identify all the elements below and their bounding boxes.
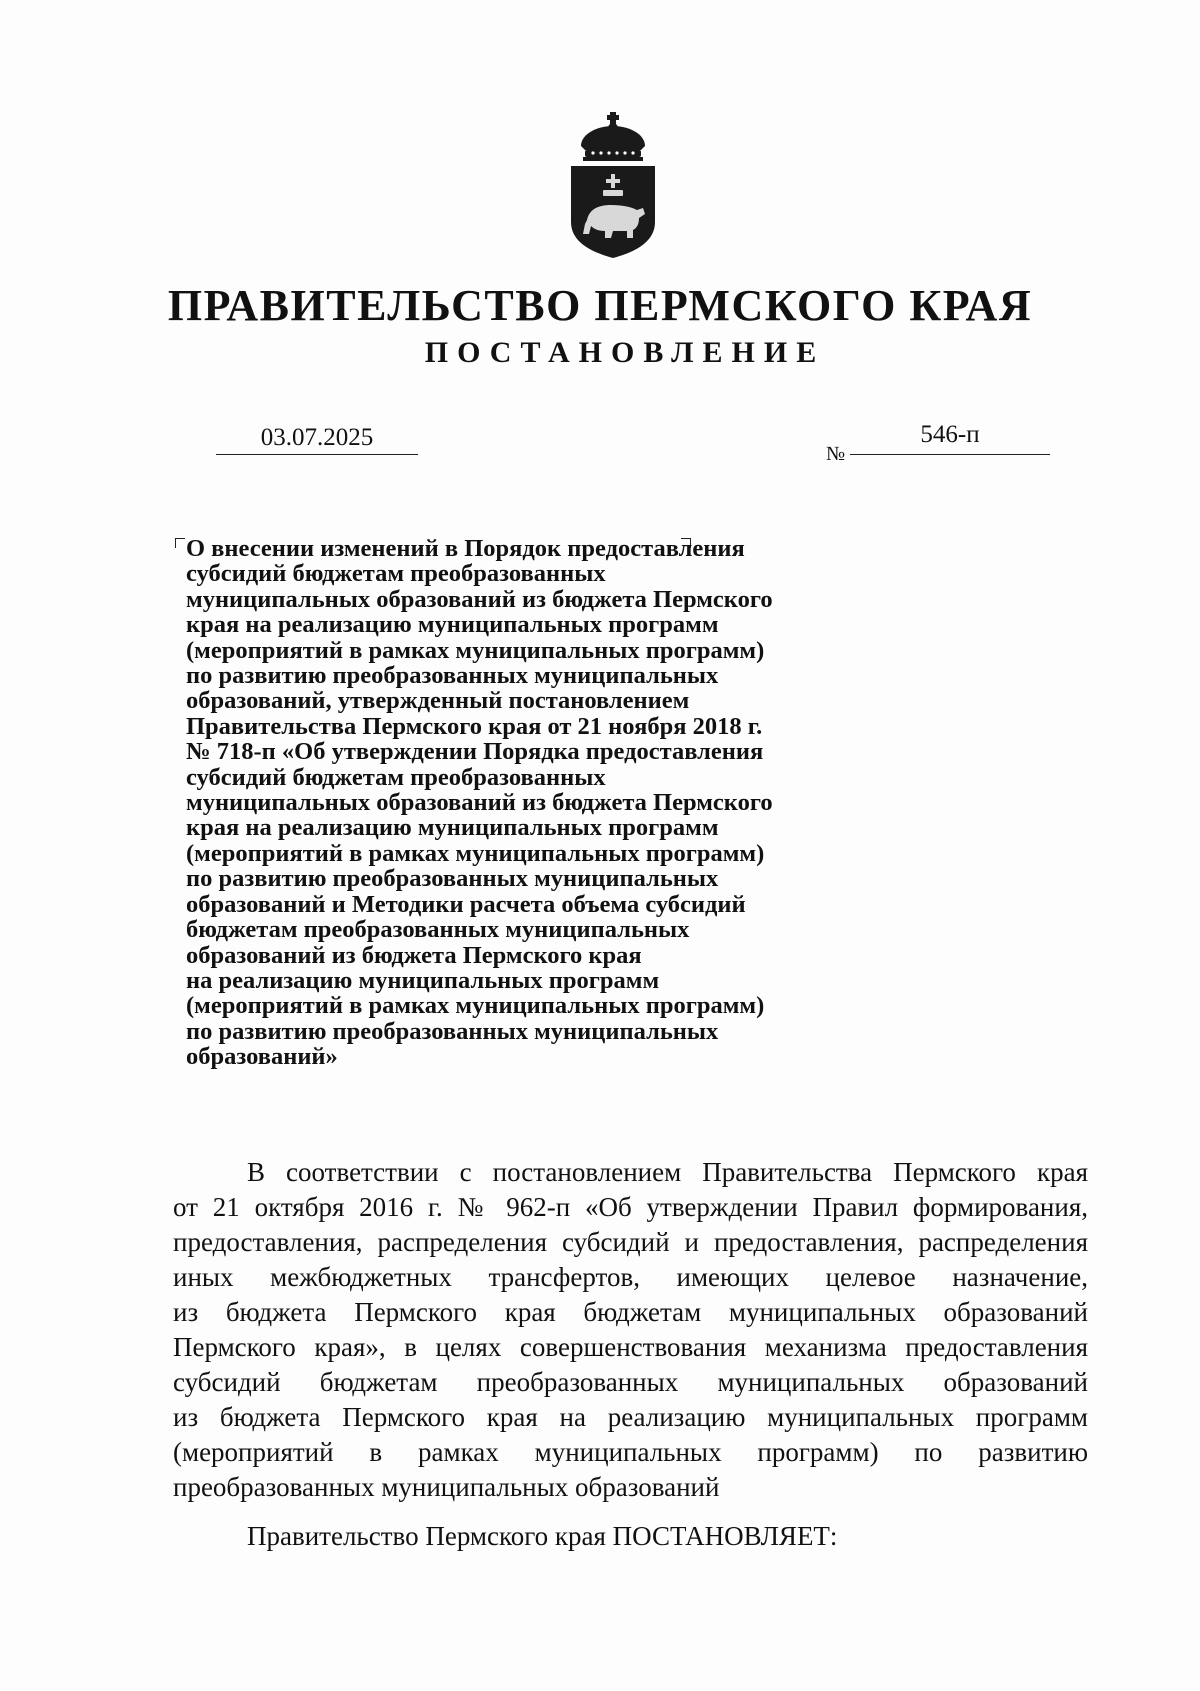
subject-line: (мероприятий в рамках муниципальных программ) xyxy=(186,636,765,664)
subject-line: по развитию преобразованных муниципальных xyxy=(186,662,719,690)
number-label: № xyxy=(826,443,846,465)
subject-line: бюджетам преобразованных муниципальных xyxy=(186,916,690,944)
subject-line: О внесении изменений в Порядок предоставления xyxy=(186,535,745,562)
document-number: 546-п xyxy=(850,421,1050,455)
paragraph-line: В соответствии с постановлением Правительства Пермского края xyxy=(247,1157,1088,1187)
paragraph-line: предоставления, распределения субсидий и предоставления, распределения xyxy=(173,1227,1088,1257)
document-subject xyxy=(186,536,886,1070)
subject-line: № 718-п «Об утверждении Порядка предоставления xyxy=(186,738,764,766)
subject-line: по развитию преобразованных муниципальных xyxy=(186,865,719,893)
subject-line: по развитию преобразованных муниципальных xyxy=(186,1017,719,1045)
subject-line: Правительства Пермского края от 21 ноября 2018 г. xyxy=(186,712,763,740)
organization-title: ПРАВИТЕЛЬСТВО ПЕРМСКОГО КРАЯ xyxy=(167,281,1033,330)
subject-line: образований, утвержденный постановлением xyxy=(186,687,690,715)
document-date: 03.07.2025 xyxy=(216,424,418,455)
paragraph-line: Пермского края», в целях совершенствования механизма предоставления xyxy=(173,1332,1088,1362)
paragraph-line: из бюджета Пермского края на реализацию муниципальных программ xyxy=(173,1402,1088,1432)
subject-line: образований из бюджета Пермского края xyxy=(186,941,642,969)
subject-line: (мероприятий в рамках муниципальных программ) xyxy=(186,992,765,1020)
document-type-title: ПОСТАНОВЛЕНИЕ xyxy=(424,336,826,369)
paragraph-line: субсидий бюджетам преобразованных муниципальных образований xyxy=(173,1367,1088,1397)
paragraph-line: иных межбюджетных трансфертов, имеющих целевое назначение, xyxy=(173,1262,1088,1292)
subject-line: (мероприятий в рамках муниципальных программ) xyxy=(186,839,765,867)
subject-line: края на реализацию муниципальных программ xyxy=(186,611,719,639)
subject-line: субсидий бюджетам преобразованных xyxy=(186,560,606,588)
subject-line: муниципальных образований из бюджета Пермского xyxy=(186,789,773,817)
paragraph-line: преобразованных муниципальных образований xyxy=(173,1472,720,1502)
subject-line: муниципальных образований из бюджета Пермского xyxy=(186,585,773,613)
crown-icon xyxy=(581,112,645,161)
subject-line: образований и Методики расчета объема субсидий xyxy=(186,890,746,918)
preamble-paragraph xyxy=(173,1155,1088,1505)
paragraph-line: (мероприятий в рамках муниципальных программ) по развитию xyxy=(173,1437,1088,1467)
subject-line: субсидий бюджетам преобразованных xyxy=(186,763,606,791)
paragraph-line: из бюджета Пермского края бюджетам муниципальных образований xyxy=(173,1297,1088,1327)
subject-line: образований» xyxy=(186,1043,338,1071)
subject-line: края на реализацию муниципальных программ xyxy=(186,814,719,842)
subject-line: на реализацию муниципальных программ xyxy=(186,966,660,994)
resolution-statement: Правительство Пермского края ПОСТАНОВЛЯЕТ: xyxy=(247,1521,838,1551)
coat-of-arms-icon xyxy=(567,110,659,260)
subject-bracket-left xyxy=(175,538,185,548)
paragraph-line: от 21 октября 2016 г. № 962-п «Об утверждении Правил формирования, xyxy=(173,1192,1088,1222)
